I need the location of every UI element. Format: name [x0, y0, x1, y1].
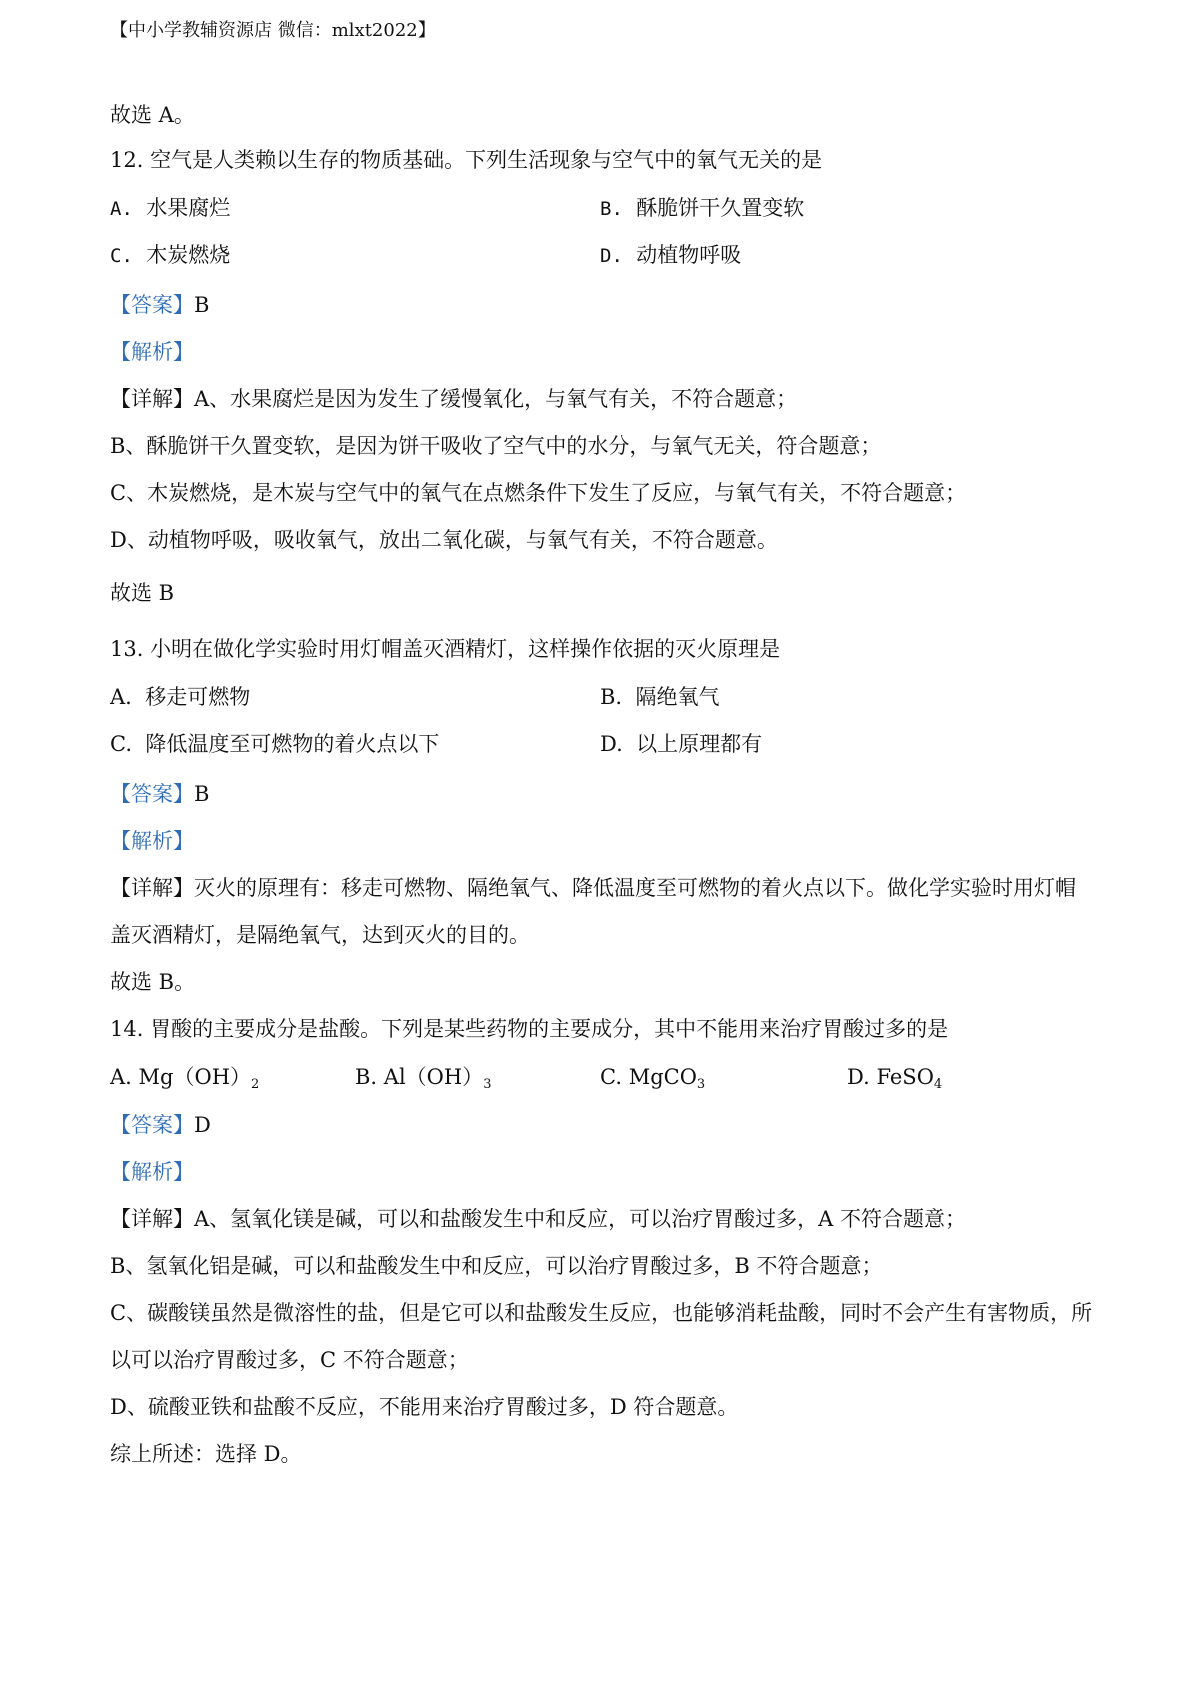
q12-option-c — [110, 240, 230, 271]
answer-label: 【答案】 — [110, 1113, 194, 1137]
q12-detail-line-2: B、酥脆饼干久置变软，是因为饼干吸收了空气中的水分，与氧气无关，符合题意； — [110, 434, 882, 458]
option-text: 移走可燃物 — [145, 685, 251, 709]
option-text: FeSO — [876, 1065, 934, 1089]
q13-detail-line-1 — [110, 873, 1076, 903]
analysis-label: 【解析】 — [110, 340, 194, 364]
option-subscript: 4 — [933, 1077, 943, 1092]
option-text: 以上原理都有 — [636, 732, 763, 756]
q14-option-d — [847, 1062, 942, 1092]
q14-detail-line-5: D、硫酸亚铁和盐酸不反应，不能用来治疗胃酸过多，D 符合题意。 — [110, 1395, 739, 1419]
option-letter: C. — [110, 245, 133, 267]
answer-label: 【答案】 — [110, 293, 194, 317]
q12-detail-line-1 — [110, 384, 797, 414]
q13-analysis — [110, 826, 194, 856]
q14-option-c — [600, 1062, 705, 1092]
detail-text: 灭火的原理有：移走可燃物、隔绝氧气、降低温度至可燃物的着火点以下。做化学实验时用灯帽 — [194, 876, 1076, 900]
detail-text: A、水果腐烂是因为发生了缓慢氧化，与氧气有关，不符合题意； — [194, 387, 798, 411]
detail-text: A、氢氧化镁是碱，可以和盐酸发生中和反应，可以治疗胃酸过多，A 不符合题意； — [194, 1207, 967, 1231]
option-text: 酥脆饼干久置变软 — [636, 196, 805, 220]
q14-stem: 14. 胃酸的主要成分是盐酸。下列是某些药物的主要成分，其中不能用来治疗胃酸过多的是 — [110, 1017, 949, 1041]
option-letter: B. — [600, 685, 623, 709]
q13-conclusion: 故选 B。 — [110, 970, 196, 994]
q14-detail-line-4: 以可以治疗胃酸过多，C 不符合题意； — [110, 1348, 469, 1372]
option-letter: A. — [110, 198, 133, 220]
option-text: 动植物呼吸 — [636, 243, 742, 267]
q14-detail-line-2: B、氢氧化铝是碱，可以和盐酸发生中和反应，可以治疗胃酸过多，B 不符合题意； — [110, 1254, 883, 1278]
option-text: MgCO — [628, 1065, 697, 1089]
option-text: 降低温度至可燃物的着火点以下 — [145, 732, 440, 756]
q12-option-a — [110, 193, 230, 224]
q12-stem: 12. 空气是人类赖以生存的物质基础。下列生活现象与空气中的氧气无关的是 — [110, 148, 823, 172]
option-text: Al（OH） — [383, 1065, 484, 1089]
option-letter: A. — [110, 1065, 132, 1089]
q13-option-c — [110, 729, 439, 759]
q13-option-b — [600, 682, 719, 712]
option-text: 木炭燃烧 — [146, 243, 231, 267]
q14-option-b — [355, 1062, 492, 1092]
page-header: 【中小学教辅资源店 微信：mlxt2022】 — [110, 20, 436, 41]
option-text: Mg（OH） — [138, 1065, 252, 1089]
q12-option-b — [600, 193, 804, 224]
option-letter: D. — [600, 732, 623, 756]
q13-option-d — [600, 729, 762, 759]
q14-detail-line-3: C、碳酸镁虽然是微溶性的盐，但是它可以和盐酸发生反应，也能够消耗盐酸，同时不会产生有害物质，所 — [110, 1301, 1093, 1325]
q12-detail-line-3: C、木炭燃烧，是木炭与空气中的氧气在点燃条件下发生了反应，与氧气有关，不符合题意； — [110, 481, 967, 505]
option-letter: C. — [110, 732, 132, 756]
option-text: 隔绝氧气 — [635, 685, 720, 709]
q12-answer — [110, 290, 209, 320]
option-subscript: 2 — [251, 1077, 260, 1092]
answer-label: 【答案】 — [110, 782, 194, 806]
analysis-label: 【解析】 — [110, 1160, 194, 1184]
q12-option-d — [600, 240, 741, 271]
analysis-label: 【解析】 — [110, 829, 194, 853]
q14-option-a — [110, 1062, 259, 1092]
option-letter: C. — [600, 1065, 622, 1089]
q14-conclusion: 综上所述：选择 D。 — [110, 1442, 302, 1466]
q13-detail-line-2: 盖灭酒精灯，是隔绝氧气，达到灭火的目的。 — [110, 923, 530, 947]
answer-value: D — [194, 1113, 211, 1137]
detail-label: 【详解】 — [110, 876, 194, 900]
q14-answer — [110, 1110, 211, 1140]
q13-answer — [110, 779, 209, 809]
previous-conclusion: 故选 A。 — [110, 103, 195, 127]
q12-conclusion: 故选 B — [110, 581, 175, 605]
answer-value: B — [194, 293, 210, 317]
q12-detail-line-4: D、动植物呼吸，吸收氧气，放出二氧化碳，与氧气有关，不符合题意。 — [110, 528, 778, 552]
q13-stem: 13. 小明在做化学实验时用灯帽盖灭酒精灯，这样操作依据的灭火原理是 — [110, 637, 781, 661]
option-letter: B. — [600, 198, 623, 220]
q14-analysis — [110, 1157, 194, 1187]
option-letter: D. — [600, 245, 623, 267]
answer-value: B — [194, 782, 210, 806]
option-text: 水果腐烂 — [146, 196, 231, 220]
detail-label: 【详解】 — [110, 387, 194, 411]
q12-analysis — [110, 337, 194, 367]
option-letter: B. — [355, 1065, 378, 1089]
q14-detail-line-1 — [110, 1204, 966, 1234]
detail-label: 【详解】 — [110, 1207, 194, 1231]
option-subscript: 3 — [696, 1077, 706, 1092]
option-subscript: 3 — [483, 1077, 492, 1092]
q13-option-a — [110, 682, 250, 712]
option-letter: D. — [847, 1065, 870, 1089]
option-letter: A. — [110, 685, 132, 709]
